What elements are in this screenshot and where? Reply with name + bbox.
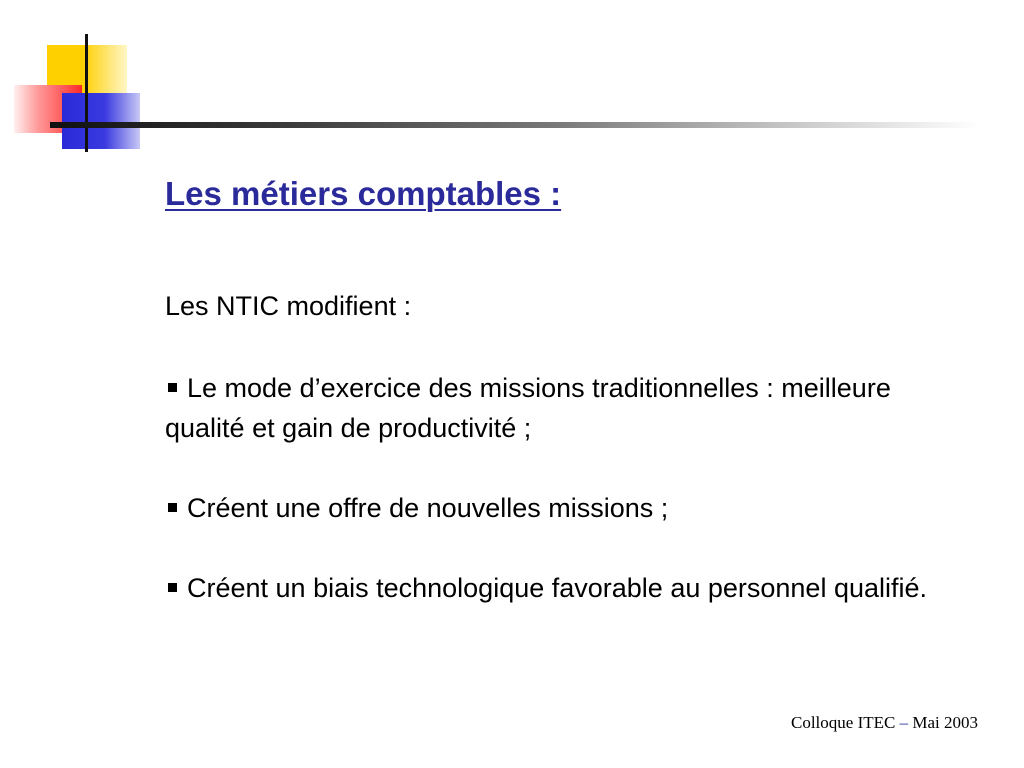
bullet-text: Le mode d’exercice des missions traditionnelles : meilleure qualité et gain de productivité ; bbox=[165, 373, 891, 443]
square-bullet-icon bbox=[168, 583, 177, 592]
square-bullet-icon bbox=[168, 383, 177, 392]
intro-text: Les NTIC modifient : bbox=[165, 291, 412, 321]
bullet-item bbox=[165, 488, 965, 528]
footer-event: Colloque ITEC bbox=[791, 713, 896, 732]
bullet-item bbox=[165, 568, 965, 608]
bullet-item bbox=[165, 368, 965, 448]
header-divider-line bbox=[50, 122, 980, 128]
logo-blue-square bbox=[62, 93, 140, 149]
square-bullet-icon bbox=[168, 503, 177, 512]
bullet-text: Créent une offre de nouvelles missions ; bbox=[187, 493, 669, 523]
slide-title: Les métiers comptables : bbox=[165, 175, 562, 212]
bullet-text: Créent un biais technologique favorable au personnel qualifié. bbox=[187, 573, 928, 603]
logo-vertical-line bbox=[85, 34, 88, 152]
footer-date: Mai 2003 bbox=[912, 713, 978, 732]
slide-footer bbox=[791, 713, 978, 733]
footer-dash: – bbox=[899, 713, 909, 732]
slide-content bbox=[165, 172, 965, 648]
